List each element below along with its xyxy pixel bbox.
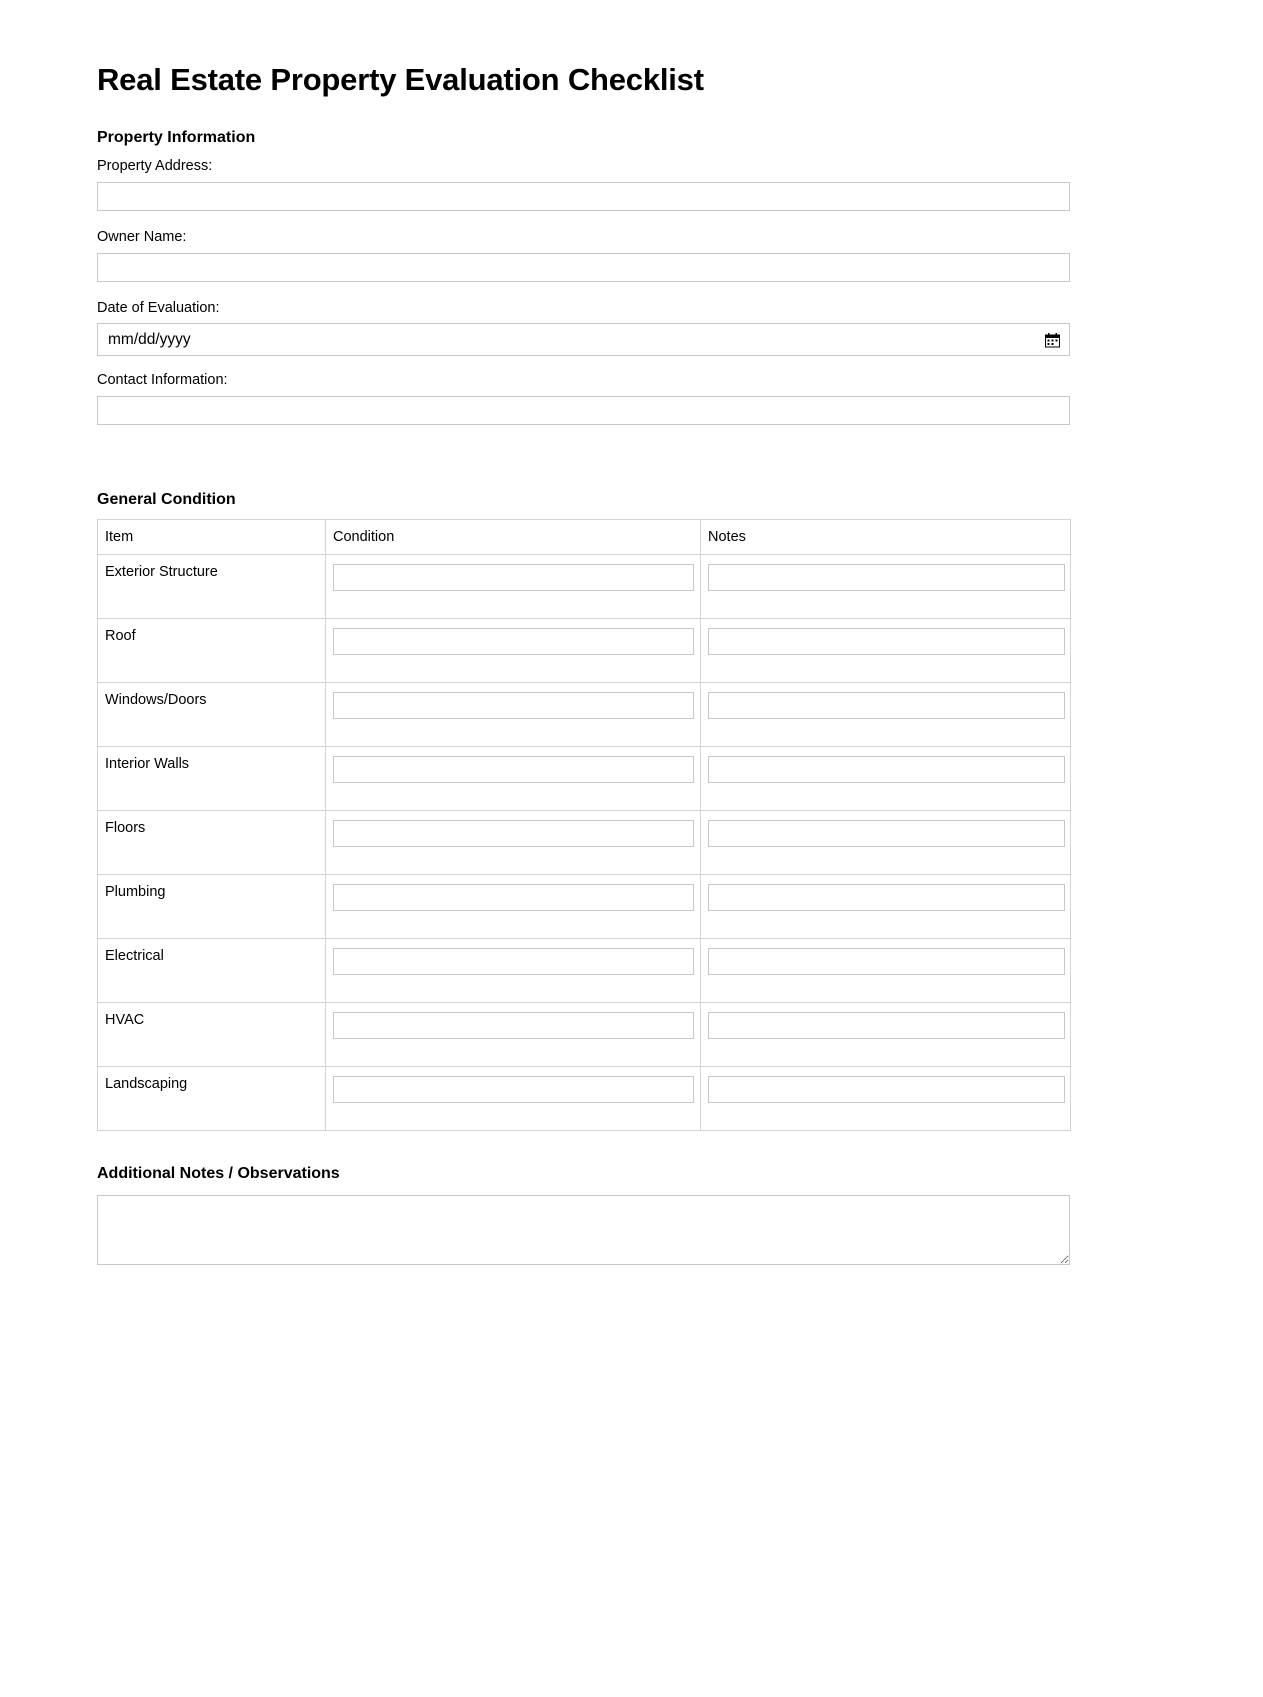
row-notes-cell	[701, 811, 1071, 875]
label-contact-information: Contact Information:	[97, 372, 228, 389]
row-condition-cell	[326, 619, 701, 683]
row-condition-cell	[326, 811, 701, 875]
condition-input-interior-walls[interactable]	[333, 756, 694, 783]
row-condition-cell	[326, 683, 701, 747]
row-notes-cell	[701, 1067, 1071, 1131]
row-condition-cell	[326, 939, 701, 1003]
row-item-label: Floors	[98, 811, 326, 875]
row-condition-cell	[326, 875, 701, 939]
general-condition-table	[97, 519, 1071, 1131]
column-header-condition: Condition	[326, 520, 701, 555]
contact-information-input[interactable]	[97, 396, 1070, 425]
row-notes-cell	[701, 1003, 1071, 1067]
condition-input-electrical[interactable]	[333, 948, 694, 975]
row-notes-cell	[701, 555, 1071, 619]
date-of-evaluation-field	[97, 323, 1070, 356]
notes-input-interior-walls[interactable]	[708, 756, 1065, 783]
table-row	[98, 1003, 1071, 1067]
row-notes-cell	[701, 747, 1071, 811]
row-item-label: HVAC	[98, 1003, 326, 1067]
row-condition-cell	[326, 1067, 701, 1131]
label-owner-name: Owner Name:	[97, 228, 187, 245]
row-notes-cell	[701, 619, 1071, 683]
row-item-label: Electrical	[98, 939, 326, 1003]
condition-input-exterior-structure[interactable]	[333, 564, 694, 591]
condition-input-plumbing[interactable]	[333, 884, 694, 911]
row-condition-cell	[326, 555, 701, 619]
row-notes-cell	[701, 939, 1071, 1003]
property-address-input[interactable]	[97, 182, 1070, 211]
table-row	[98, 747, 1071, 811]
section-spacer	[97, 442, 1070, 490]
table-row	[98, 683, 1071, 747]
row-item-label: Landscaping	[98, 1067, 326, 1131]
date-placeholder-text: mm/dd/yyyy	[108, 331, 191, 349]
owner-name-input[interactable]	[97, 253, 1070, 282]
notes-input-floors[interactable]	[708, 820, 1065, 847]
column-header-item: Item	[98, 520, 326, 555]
row-item-label: Interior Walls	[98, 747, 326, 811]
condition-input-landscaping[interactable]	[333, 1076, 694, 1103]
row-item-label: Roof	[98, 619, 326, 683]
column-header-notes: Notes	[701, 520, 1071, 555]
section-heading-general-condition: General Condition	[97, 491, 236, 509]
row-condition-cell	[326, 747, 701, 811]
table-header-row	[98, 520, 1071, 555]
notes-input-exterior-structure[interactable]	[708, 564, 1065, 591]
row-item-label: Exterior Structure	[98, 555, 326, 619]
label-date-of-evaluation: Date of Evaluation:	[97, 299, 220, 316]
notes-input-electrical[interactable]	[708, 948, 1065, 975]
table-row	[98, 555, 1071, 619]
row-condition-cell	[326, 1003, 701, 1067]
notes-input-hvac[interactable]	[708, 1012, 1065, 1039]
section-heading-property-information: Property Information	[97, 128, 256, 146]
row-notes-cell	[701, 875, 1071, 939]
additional-notes-textarea[interactable]	[97, 1195, 1070, 1265]
notes-input-windows-doors[interactable]	[708, 692, 1065, 719]
notes-input-roof[interactable]	[708, 628, 1065, 655]
row-item-label: Plumbing	[98, 875, 326, 939]
label-property-address: Property Address:	[97, 157, 213, 174]
row-item-label: Windows/Doors	[98, 683, 326, 747]
section-heading-additional-notes: Additional Notes / Observations	[97, 1165, 340, 1183]
condition-input-hvac[interactable]	[333, 1012, 694, 1039]
condition-input-floors[interactable]	[333, 820, 694, 847]
notes-input-landscaping[interactable]	[708, 1076, 1065, 1103]
table-row	[98, 875, 1071, 939]
row-notes-cell	[701, 683, 1071, 747]
table-row	[98, 1067, 1071, 1131]
page-title: Real Estate Property Evaluation Checklist	[97, 62, 704, 97]
condition-input-windows-doors[interactable]	[333, 692, 694, 719]
condition-input-roof[interactable]	[333, 628, 694, 655]
notes-input-plumbing[interactable]	[708, 884, 1065, 911]
date-of-evaluation-input[interactable]	[97, 323, 1070, 356]
calendar-icon[interactable]	[1045, 332, 1060, 347]
table-row	[98, 619, 1071, 683]
table-row	[98, 939, 1071, 1003]
table-row	[98, 811, 1071, 875]
